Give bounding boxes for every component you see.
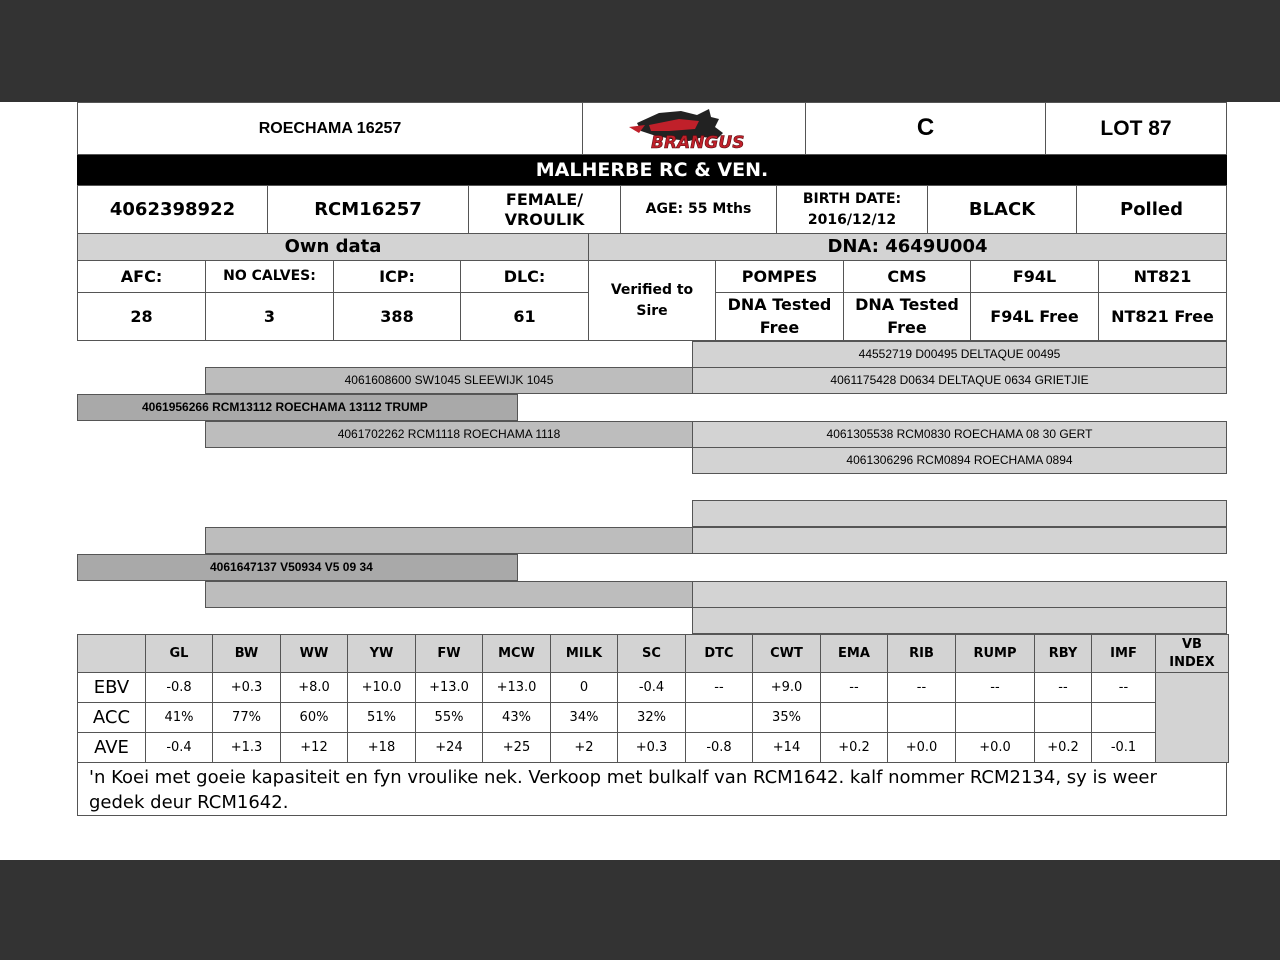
pompes-result-line1: DNA Tested	[727, 295, 832, 315]
afc-value: 28	[77, 292, 206, 341]
pompes-result	[715, 292, 844, 341]
dlc-label: DLC:	[460, 260, 589, 293]
acc-cell	[1035, 703, 1092, 733]
ebv-cell: -0.8	[146, 673, 213, 703]
sex-line1: FEMALE/	[505, 190, 584, 210]
acc-cell	[956, 703, 1035, 733]
nt821-label: NT821	[1098, 260, 1227, 293]
nt821-result: NT821 Free	[1098, 292, 1227, 341]
verified-line1: Verified to	[610, 282, 694, 299]
animal-name: ROECHAMA 16257	[77, 102, 583, 155]
ebv-col-vb-index	[1156, 635, 1229, 673]
ebv-col-imf: IMF	[1092, 635, 1156, 673]
acc-cell: 32%	[618, 703, 686, 733]
ave-cell: +18	[348, 733, 416, 763]
pedigree-dds	[692, 581, 1227, 608]
ebv-col-yw: YW	[348, 635, 416, 673]
ebv-row-label: EBV	[78, 673, 146, 703]
herd-code: RCM16257	[267, 185, 469, 234]
sex	[468, 185, 621, 234]
pedigree-dam: 4061647137 V50934 V5 09 34	[77, 554, 518, 581]
ebv-col-sc: SC	[618, 635, 686, 673]
ebv-cell: +13.0	[416, 673, 483, 703]
ebv-cell: --	[821, 673, 888, 703]
own-data-title: Own data	[77, 233, 589, 261]
acc-cell: 60%	[281, 703, 348, 733]
comment: 'n Koei met goeie kapasiteit en fyn vroulike nek. Verkoop met bulkalf van RCM1642. kalf nommer RCM2134, sy is weer gedek deur RCM1642.	[77, 762, 1227, 816]
afc-label: AFC:	[77, 260, 206, 293]
ebv-cell: --	[1035, 673, 1092, 703]
acc-cell	[1092, 703, 1156, 733]
horn-status: Polled	[1076, 185, 1227, 234]
ave-cell: +2	[551, 733, 618, 763]
ebv-col-milk: MILK	[551, 635, 618, 673]
id-number: 4062398922	[77, 185, 268, 234]
logo-text: BRANGUS	[651, 132, 745, 153]
ebv-col-ww: WW	[281, 635, 348, 673]
cms-result-line1: DNA Tested	[855, 295, 959, 315]
acc-row	[78, 703, 1229, 733]
ave-cell: -0.4	[146, 733, 213, 763]
ebv-cell: +0.3	[213, 673, 281, 703]
class-grade: C	[805, 102, 1046, 155]
ave-cell: +0.0	[956, 733, 1035, 763]
acc-cell: 43%	[483, 703, 551, 733]
pedigree-ddd	[692, 607, 1227, 634]
vb-index-value	[1156, 673, 1229, 763]
brangus-logo	[582, 102, 806, 155]
ebv-col-bw: BW	[213, 635, 281, 673]
ebv-cell: --	[1092, 673, 1156, 703]
acc-cell: 34%	[551, 703, 618, 733]
pedigree-sire-sire: 4061608600 SW1045 SLEEWIJK 1045	[205, 367, 693, 394]
verified-to-sire	[588, 260, 716, 341]
acc-cell	[821, 703, 888, 733]
acc-cell: 77%	[213, 703, 281, 733]
ebv-header-row	[78, 635, 1229, 673]
f94l-label: F94L	[970, 260, 1099, 293]
pedigree-sire-dam: 4061702262 RCM1118 ROECHAMA 1118	[205, 421, 693, 448]
pedigree-dsd	[692, 527, 1227, 554]
pedigree-dam-sire	[205, 527, 693, 554]
vb-index-line2: INDEX	[1169, 654, 1215, 670]
pompes-result-line2: Free	[759, 317, 800, 337]
acc-cell	[686, 703, 753, 733]
ebv-col-ema: EMA	[821, 635, 888, 673]
ave-cell: +24	[416, 733, 483, 763]
ave-cell: +0.0	[888, 733, 956, 763]
f94l-result: F94L Free	[970, 292, 1099, 341]
age: AGE: 55 Mths	[620, 185, 777, 234]
ebv-col-rby: RBY	[1035, 635, 1092, 673]
ave-row	[78, 733, 1229, 763]
verified-line2: Sire	[636, 302, 668, 319]
ebv-table	[77, 634, 1229, 763]
ave-row-label: AVE	[78, 733, 146, 763]
ave-cell: +0.2	[1035, 733, 1092, 763]
ebv-col-fw: FW	[416, 635, 483, 673]
ebv-col-mcw: MCW	[483, 635, 551, 673]
ave-cell: -0.1	[1092, 733, 1156, 763]
ave-cell: +0.2	[821, 733, 888, 763]
ebv-col-cwt: CWT	[753, 635, 821, 673]
acc-cell: 35%	[753, 703, 821, 733]
breeder-name: MALHERBE RC & VEN.	[77, 155, 1227, 185]
ebv-col-rump: RUMP	[956, 635, 1035, 673]
acc-cell	[888, 703, 956, 733]
icp-value: 388	[333, 292, 461, 341]
ave-cell: +25	[483, 733, 551, 763]
lot-sheet	[0, 102, 1280, 860]
pedigree-ssd: 4061175428 D0634 DELTAQUE 0634 GRIETJIE	[692, 367, 1227, 394]
ave-cell: +12	[281, 733, 348, 763]
pedigree-dss	[692, 500, 1227, 527]
ave-cell: -0.8	[686, 733, 753, 763]
acc-cell: 51%	[348, 703, 416, 733]
ebv-header-corner	[78, 635, 146, 673]
ave-cell: +1.3	[213, 733, 281, 763]
ebv-cell: 0	[551, 673, 618, 703]
ebv-cell: --	[686, 673, 753, 703]
ebv-row	[78, 673, 1229, 703]
pedigree-sds: 4061305538 RCM0830 ROECHAMA 08 30 GERT	[692, 421, 1227, 448]
acc-cell: 55%	[416, 703, 483, 733]
birth-date	[776, 185, 928, 234]
ebv-cell: +10.0	[348, 673, 416, 703]
ebv-cell: -0.4	[618, 673, 686, 703]
sex-line2: VROULIK	[504, 209, 585, 229]
ebv-col-rib: RIB	[888, 635, 956, 673]
ebv-cell: +13.0	[483, 673, 551, 703]
pedigree-sdd: 4061306296 RCM0894 ROECHAMA 0894	[692, 447, 1227, 474]
pedigree-dam-dam	[205, 581, 693, 608]
birth-date-label: BIRTH DATE:	[802, 191, 902, 208]
no-calves-value: 3	[205, 292, 334, 341]
color: BLACK	[927, 185, 1077, 234]
dlc-value: 61	[460, 292, 589, 341]
ave-cell: +14	[753, 733, 821, 763]
vb-index-line1: VB	[1182, 636, 1202, 652]
ebv-cell: --	[888, 673, 956, 703]
bull-head-icon	[619, 105, 769, 153]
no-calves-label: NO CALVES:	[205, 260, 334, 293]
lot-number: LOT 87	[1045, 102, 1227, 155]
pedigree-sss: 44552719 D00495 DELTAQUE 00495	[692, 341, 1227, 368]
icp-label: ICP:	[333, 260, 461, 293]
ave-cell: +0.3	[618, 733, 686, 763]
ebv-col-gl: GL	[146, 635, 213, 673]
pedigree-sire: 4061956266 RCM13112 ROECHAMA 13112 TRUMP	[77, 394, 518, 421]
cms-result	[843, 292, 971, 341]
dna-title: DNA: 4649U004	[588, 233, 1227, 261]
ebv-cell: +9.0	[753, 673, 821, 703]
cms-result-line2: Free	[887, 317, 927, 337]
cms-label: CMS	[843, 260, 971, 293]
acc-cell: 41%	[146, 703, 213, 733]
birth-date-value: 2016/12/12	[807, 211, 897, 228]
ebv-cell: +8.0	[281, 673, 348, 703]
pompes-label: POMPES	[715, 260, 844, 293]
ebv-col-dtc: DTC	[686, 635, 753, 673]
acc-row-label: ACC	[78, 703, 146, 733]
ebv-cell: --	[956, 673, 1035, 703]
